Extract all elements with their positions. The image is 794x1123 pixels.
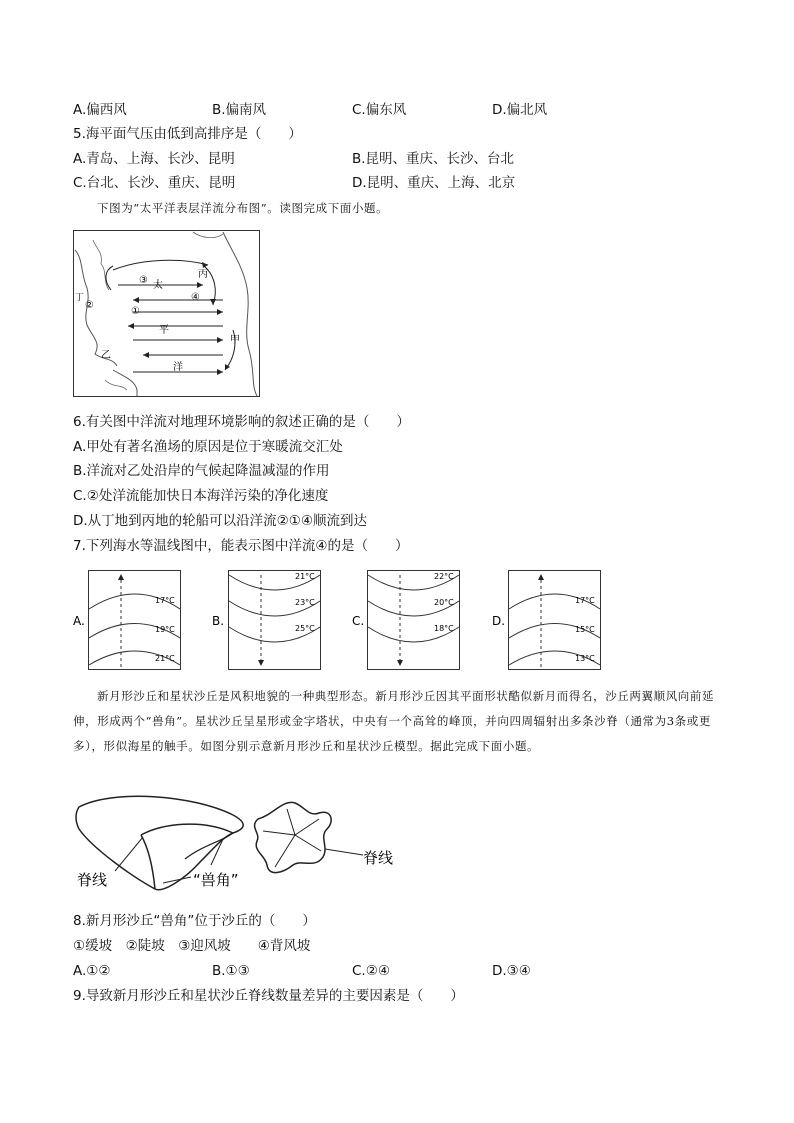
q6-option-a: A.甲处有著名渔场的原因是位于寒暖流交汇处 <box>73 439 343 455</box>
map-number-2: ② <box>85 300 94 311</box>
q4-option-a: A.偏西风 <box>73 102 127 118</box>
map-label-jia: 甲 <box>230 335 240 346</box>
map-label-yang: 洋 <box>173 362 183 373</box>
q6-option-d: D.从丁地到丙地的轮船可以沿洋流②①④顺流到达 <box>73 513 367 529</box>
iso-c-temp-3: 18°C <box>434 624 454 633</box>
iso-letter-a: A. <box>73 614 85 628</box>
q8-option-a: A.①② <box>73 963 111 979</box>
map-label-bing: 丙 <box>198 269 208 280</box>
ridge-label-star: 脊线 <box>363 849 394 867</box>
q5-option-c: C.台北、长沙、重庆、昆明 <box>73 175 236 191</box>
iso-letter-c: C. <box>352 614 365 628</box>
map-label-ding: 丁 <box>75 293 85 303</box>
map-label-tai: 太 <box>153 280 163 291</box>
q8-option-d: D.③④ <box>492 963 531 979</box>
iso-c-temp-1: 22°C <box>434 572 454 581</box>
q6-option-b: B.洋流对乙处沿岸的气候起降温减湿的作用 <box>73 463 330 479</box>
map-number-3: ③ <box>139 275 148 286</box>
q8-choices: ①缓坡 ②陡坡 ③迎风坡 ④背风坡 <box>73 938 311 954</box>
iso-letter-b: B. <box>212 614 225 628</box>
ridge-label-crescent: 脊线 <box>77 871 108 889</box>
iso-a-temp-3: 21°C <box>155 654 175 663</box>
intro-ocean-currents: 下图为“太平洋表层洋流分布图”。读图完成下面小题。 <box>97 201 389 215</box>
q5-option-a: A.青岛、上海、长沙、昆明 <box>73 151 235 167</box>
iso-a-temp-1: 17°C <box>155 596 175 605</box>
q5-option-b: B.昆明、重庆、长沙、台北 <box>352 151 515 167</box>
q6-stem: 6.有关图中洋流对地理环境影响的叙述正确的是（ ） <box>73 414 410 430</box>
q5-option-d: D.昆明、重庆、上海、北京 <box>352 175 516 191</box>
iso-d-temp-3: 13°C <box>575 654 595 663</box>
map-number-1: ① <box>131 306 140 317</box>
isotherm-diagrams <box>73 569 613 673</box>
q7-stem: 7.下列海水等温线图中，能表示图中洋流④的是（ ） <box>73 538 409 554</box>
iso-a-temp-2: 19°C <box>155 625 175 634</box>
iso-letter-d: D. <box>492 614 506 628</box>
q6-option-c: C.②处洋流能加快日本海洋污染的净化速度 <box>73 488 329 504</box>
q5-stem: 5.海平面气压由低到高排序是（ ） <box>73 126 302 142</box>
q9-stem: 9.导致新月形沙丘和星状沙丘脊线数量差异的主要因素是（ ） <box>73 988 464 1004</box>
map-number-4: ④ <box>191 292 200 303</box>
iso-d-temp-1: 17°C <box>575 596 595 605</box>
horn-label: “兽角” <box>193 871 239 889</box>
q8-stem: 8.新月形沙丘“兽角”位于沙丘的（ ） <box>73 913 316 929</box>
iso-d-temp-2: 15°C <box>575 625 595 634</box>
pacific-current-map <box>73 230 260 397</box>
q8-option-b: B.①③ <box>212 963 250 979</box>
q4-option-d: D.偏北风 <box>492 102 548 118</box>
iso-b-temp-1: 21°C <box>295 572 315 581</box>
map-label-yi: 乙 <box>101 350 111 361</box>
q8-option-c: C.②④ <box>352 963 390 979</box>
q4-option-c: C.偏东风 <box>352 102 407 118</box>
intro-sand-dunes: 新月形沙丘和星状沙丘是风积地貌的一种典型形态。新月形沙丘因其平面形状酷似新月而得名，沙丘两翼顺风向前延伸，形成两个“兽角”。星状沙丘呈星形或金字塔状，中央有一个高耸的峰顶，并向四周辐射出多条沙脊（通常为3条或更多），形似海星的触手。如图分别示意新月形沙丘和星状沙丘模型。据此完成下面小题。 <box>73 689 715 753</box>
map-label-ping: 平 <box>159 325 169 336</box>
iso-c-temp-2: 20°C <box>434 598 454 607</box>
iso-b-temp-3: 25°C <box>295 624 315 633</box>
q4-option-b: B.偏南风 <box>212 102 267 118</box>
dune-model-figure <box>73 789 403 897</box>
iso-b-temp-2: 23°C <box>295 598 315 607</box>
